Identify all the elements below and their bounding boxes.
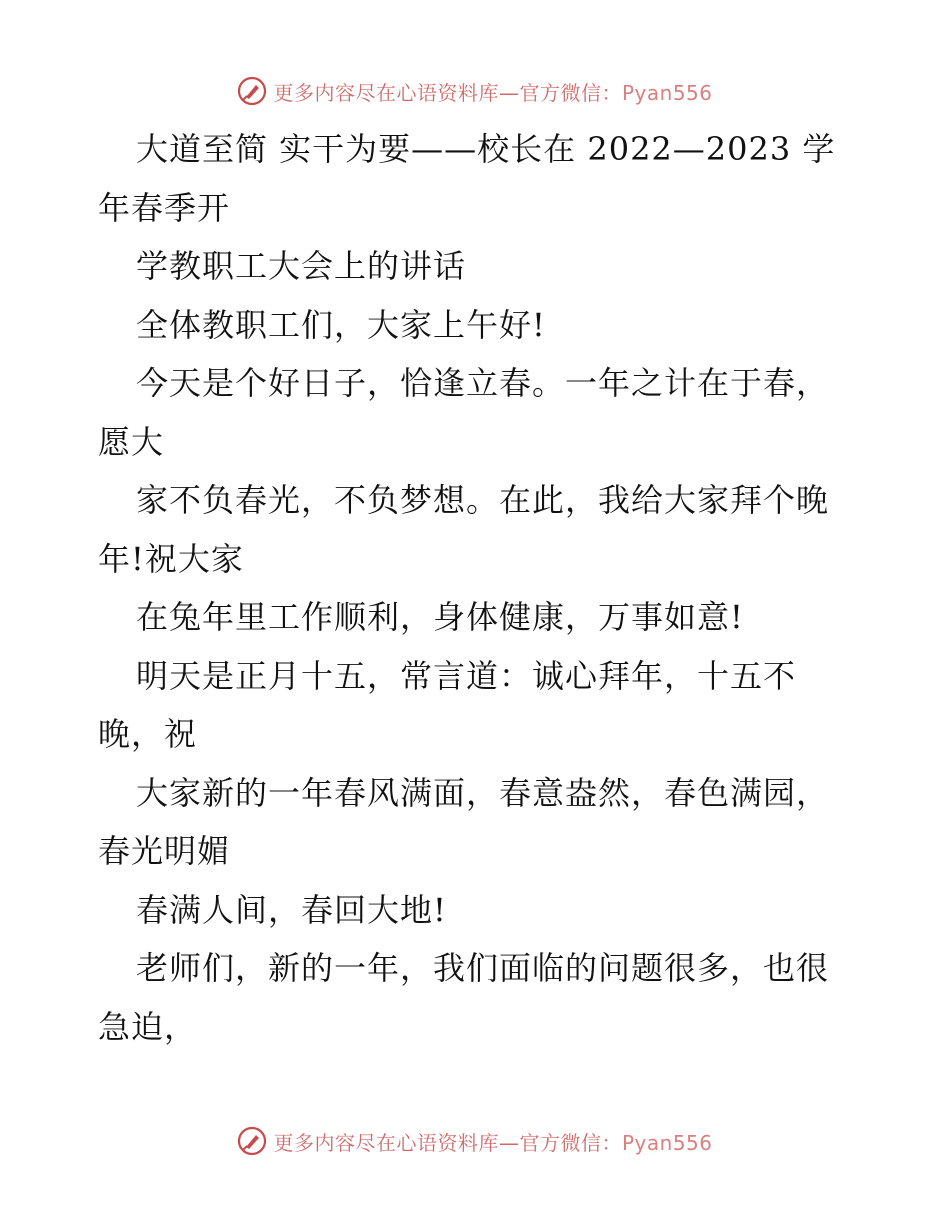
header-watermark xyxy=(0,71,950,111)
text-line: 明天是正月十五，常言道：诚心拜年，十五不 xyxy=(136,656,797,695)
watermark-wechat-label: 官方微信： xyxy=(519,80,622,105)
text-line: 春光明媚 xyxy=(98,832,231,870)
watermark-text xyxy=(273,1127,712,1156)
watermark-wechat-id: Pyan556 xyxy=(621,1130,713,1155)
text-line: 急迫， xyxy=(98,1007,198,1046)
text-line: 家不负春光，不负梦想。在此，我给大家拜个晚 xyxy=(136,481,830,519)
watermark-wechat-id: Pyan556 xyxy=(621,80,713,105)
text-line: 年!祝大家 xyxy=(98,539,244,578)
watermark-main: 更多内容尽在心语资料库 xyxy=(273,80,499,105)
text-line: 晚，祝 xyxy=(98,715,198,753)
document-body xyxy=(98,120,858,1056)
feather-pen-icon xyxy=(237,1126,267,1156)
text-line: 老师们，新的一年，我们面临的问题很多，也很 xyxy=(136,949,830,987)
feather-pen-icon xyxy=(237,76,267,106)
watermark-separator: — xyxy=(498,1130,520,1155)
watermark-separator: — xyxy=(498,80,520,105)
footer-watermark xyxy=(0,1121,950,1161)
text-line: 年春季开 xyxy=(98,188,231,227)
text-line: 大家新的一年春风满面，春意盎然，春色满园， xyxy=(136,773,830,812)
watermark-main: 更多内容尽在心语资料库 xyxy=(273,1130,499,1155)
text-line: 今天是个好日子，恰逢立春。一年之计在于春， xyxy=(136,364,830,402)
watermark-text xyxy=(273,77,712,106)
text-line: 大道至简 实干为要——校长在 2022—2023 学 xyxy=(136,130,836,168)
text-line: 全体教职工们，大家上午好! xyxy=(136,305,546,344)
text-line: 在兔年里工作顺利，身体健康，万事如意! xyxy=(136,598,744,636)
text-line: 愿大 xyxy=(98,422,165,461)
watermark-wechat-label: 官方微信： xyxy=(519,1130,622,1155)
text-line: 春满人间，春回大地! xyxy=(136,890,447,929)
text-line: 学教职工大会上的讲话 xyxy=(136,247,467,285)
